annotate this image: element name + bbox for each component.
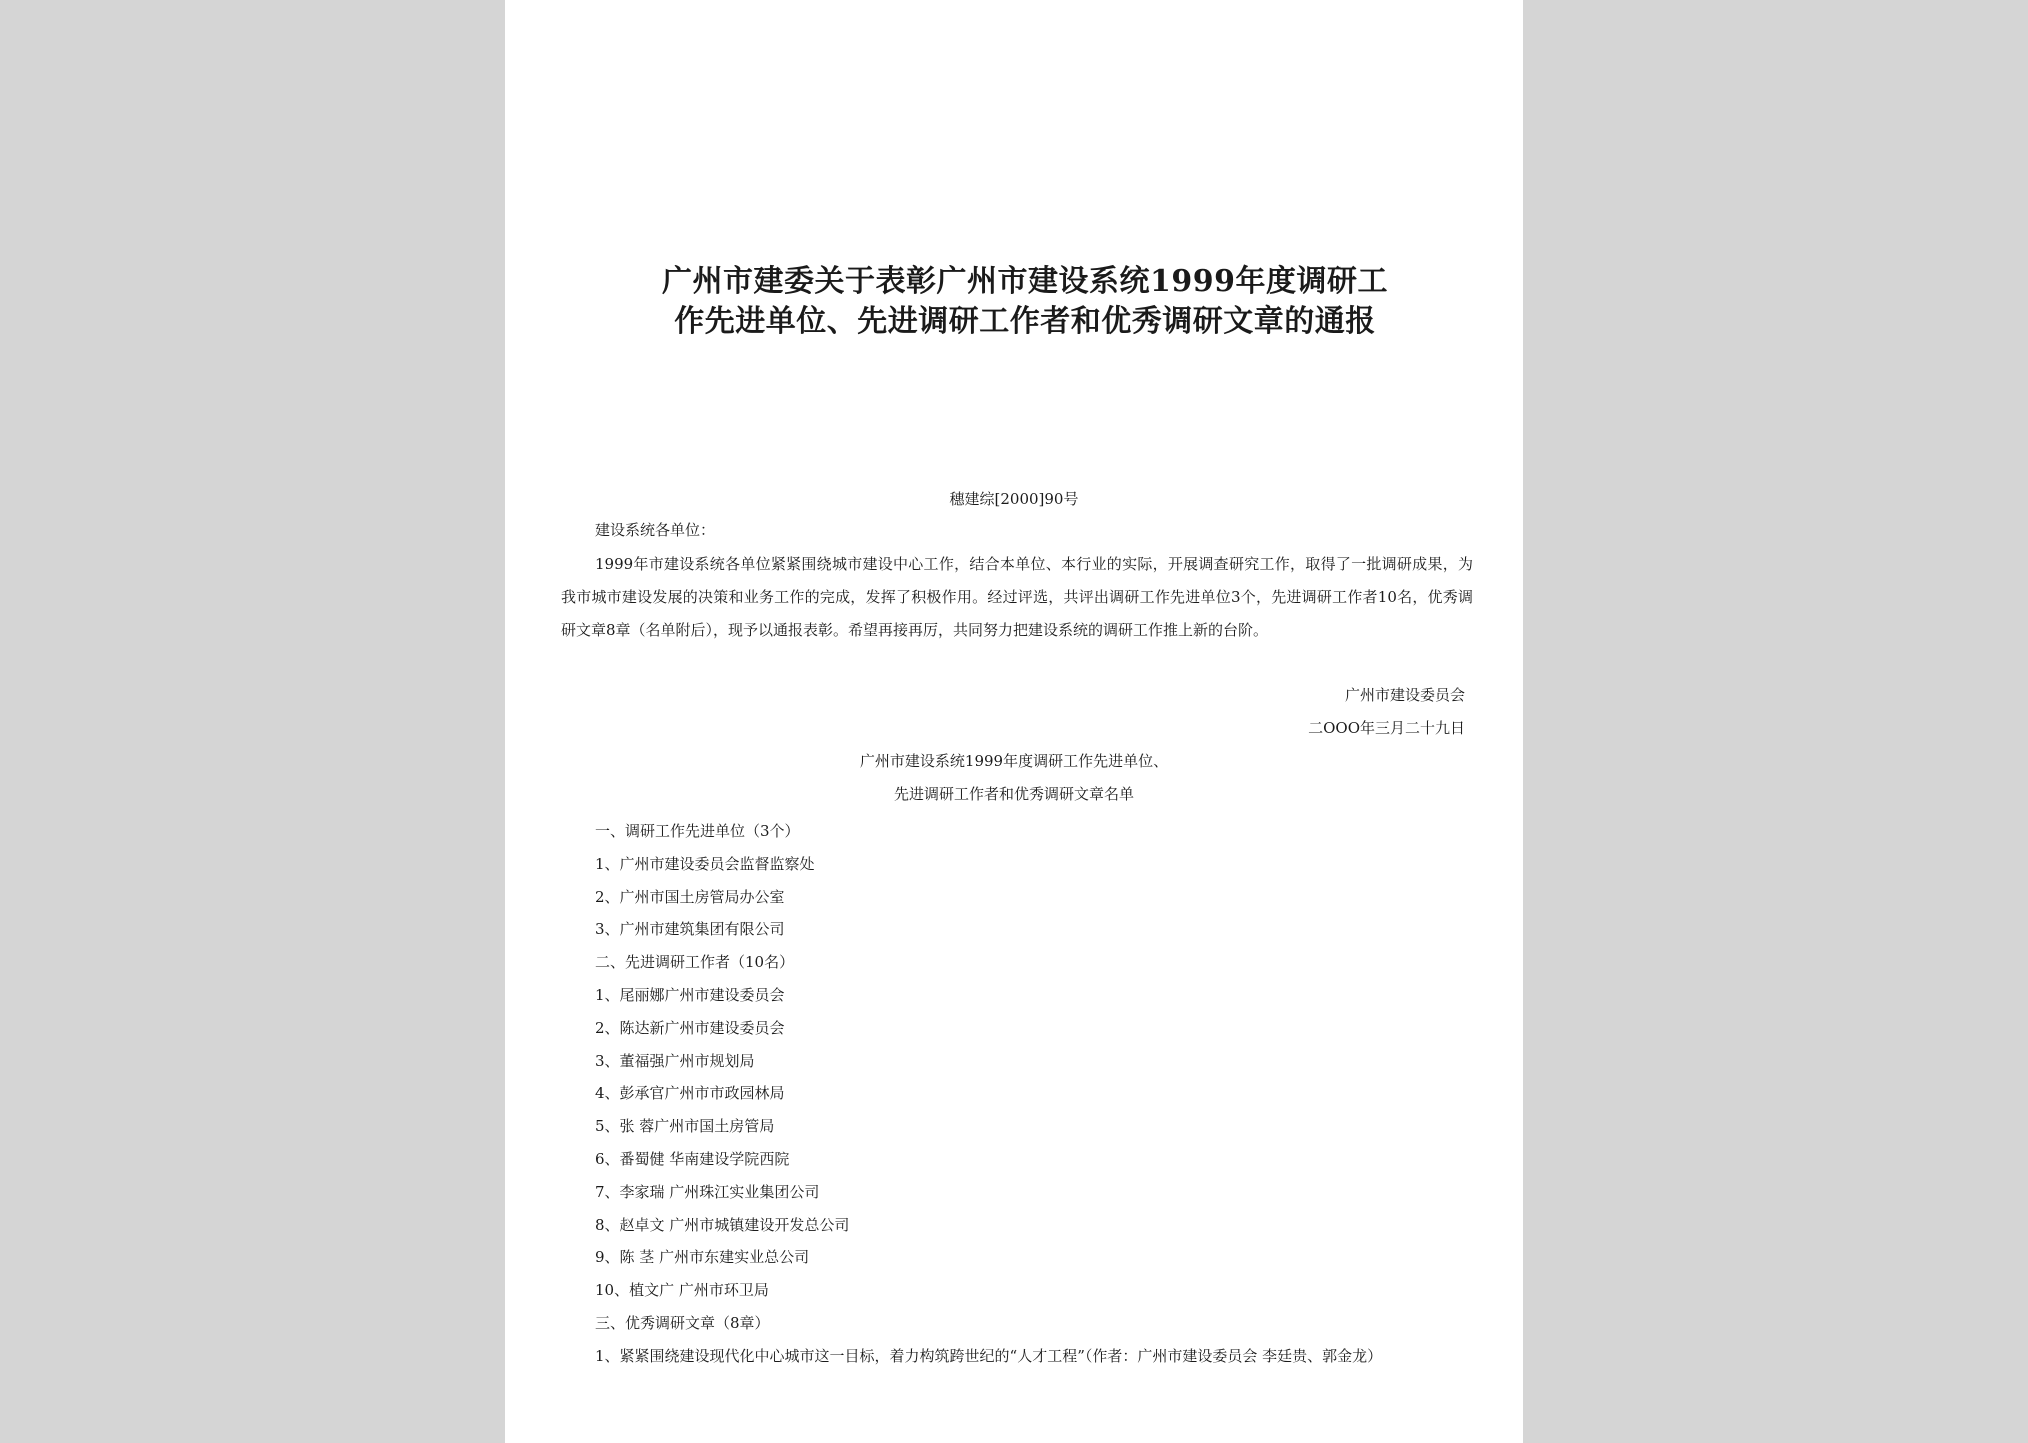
list-item: 2、陈达新广州市建设委员会 (595, 1018, 785, 1037)
document-title (585, 262, 1465, 342)
title-line-1: 广州市建委关于表彰广州市建设系统1999年度调研工 (662, 264, 1388, 299)
document-page (505, 0, 1523, 1443)
document-number: 穗建综[2000]90号 (949, 490, 1079, 508)
list-item: 7、李家瑞 广州珠江实业集团公司 (595, 1182, 820, 1201)
list-item: 一、调研工作先进单位（3个） (595, 822, 800, 840)
list-item: 9、陈 茎 广州市东建实业总公司 (595, 1248, 810, 1267)
list-item: 3、广州市建筑集团有限公司 (595, 920, 785, 939)
list-item: 二、先进调研工作者（10名） (595, 953, 795, 972)
list-item: 3、董福强广州市规划局 (595, 1051, 755, 1070)
list-item: 4、彭承官广州市市政园林局 (595, 1084, 785, 1103)
signature-organization: 广州市建设委员会 (1344, 686, 1465, 704)
list-item: 1、尾丽娜广州市建设委员会 (595, 985, 785, 1004)
list-item: 1、紧紧围绕建设现代化中心城市这一目标，着力构筑跨世纪的“人才工程”（作者：广州市建设委员会 李廷贵、郭金龙） (595, 1346, 1383, 1365)
list-item: 三、优秀调研文章（8章） (595, 1313, 770, 1332)
list-item: 6、番蜀健 华南建设学院西院 (595, 1149, 790, 1168)
list-item: 2、广州市国土房管局办公室 (595, 887, 785, 906)
salutation: 建设系统各单位： (595, 521, 716, 539)
list-title-line-2: 先进调研工作者和优秀调研文章名单 (893, 785, 1134, 803)
list-title-line-1: 广州市建设系统1999年度调研工作先进单位、 (859, 752, 1169, 770)
honor-list (595, 815, 1495, 1373)
list-item: 10、植文广 广州市环卫局 (595, 1281, 769, 1300)
body-paragraph: 1999年市建设系统各单位紧紧围绕城市建设中心工作，结合本单位、本行业的实际，开展调查研究工作，取得了一批调研成果，为我市城市建设发展的决策和业务工作的完成，发挥了积极作用。经过评选，共评出调研工作先进单位3个，先进调研工作者10名，优秀调研文章8章（名单附后），现予以通报表彰。希望再接再厉，共同努力把建设系统的调研工作推上新的台阶。 (561, 555, 1473, 639)
list-item: 8、赵卓文 广州市城镇建设开发总公司 (595, 1215, 850, 1234)
title-line-2: 作先进单位、先进调研工作者和优秀调研文章的通报 (674, 304, 1376, 339)
signature-date: 二OOO年三月二十九日 (1308, 719, 1465, 737)
list-item: 1、广州市建设委员会监督监察处 (595, 854, 815, 873)
list-item: 5、张 蓉广州市国土房管局 (595, 1117, 775, 1136)
